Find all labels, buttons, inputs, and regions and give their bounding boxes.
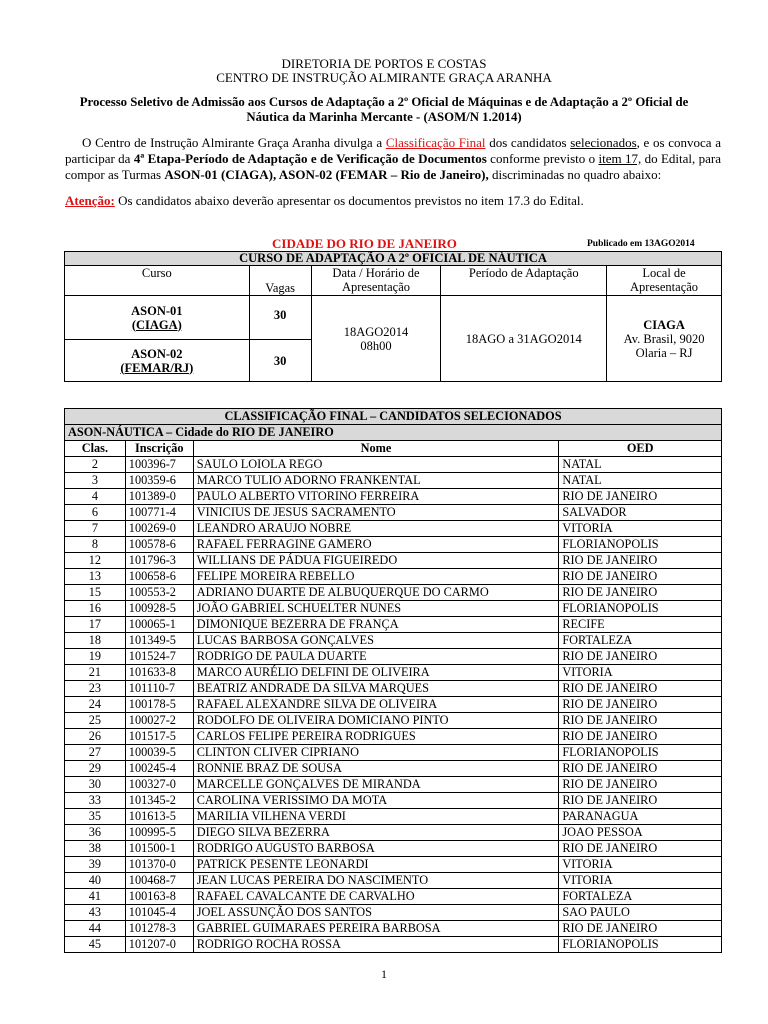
intro-text: do Edital, para compor as Turmas [65, 151, 722, 182]
course-code: ASON-01 [131, 303, 183, 318]
table-row [65, 649, 722, 665]
table-row [65, 873, 722, 889]
table-row [65, 457, 722, 473]
table-row [65, 761, 722, 777]
oed-cell: RIO DE JANEIRO [559, 729, 722, 745]
col-course-header: Curso [65, 266, 250, 296]
course-table-title: CURSO DE ADAPTAÇÃO A 2º OFICIAL DE NÁUTICA [65, 252, 722, 266]
registration-cell: 100065-1 [125, 617, 193, 633]
rank-cell: 3 [65, 473, 126, 489]
registration-cell: 100578-6 [125, 537, 193, 553]
table-row [65, 505, 722, 521]
registration-cell: 100468-7 [125, 873, 193, 889]
col-date-header: Data / Horário de Apresentação [311, 266, 441, 296]
rank-cell: 23 [65, 681, 126, 697]
rank-cell: 44 [65, 921, 126, 937]
course-code: ASON-02 [131, 346, 183, 361]
intro-text: , e os convoca a participar da [65, 135, 721, 166]
rank-cell: 16 [65, 601, 126, 617]
table-row [65, 665, 722, 681]
rank-cell: 8 [65, 537, 126, 553]
oed-cell: RIO DE JANEIRO [559, 921, 722, 937]
name-cell: ADRIANO DUARTE DE ALBUQUERQUE DO CARMO [193, 585, 559, 601]
oed-cell: RIO DE JANEIRO [559, 681, 722, 697]
registration-cell: 101345-2 [125, 793, 193, 809]
table-row [65, 857, 722, 873]
oed-cell: FORTALEZA [559, 889, 722, 905]
col-vagas-header: Vagas [249, 266, 311, 296]
name-cell: PATRICK PESENTE LEONARDI [193, 857, 559, 873]
oed-cell: NATAL [559, 473, 722, 489]
results-body [65, 457, 722, 953]
table-row [65, 473, 722, 489]
col-nome-header: Nome [193, 441, 559, 457]
table-row [65, 537, 722, 553]
rank-cell: 18 [65, 633, 126, 649]
rank-cell: 39 [65, 857, 126, 873]
oed-cell: VITORIA [559, 873, 722, 889]
name-cell: BEATRIZ ANDRADE DA SILVA MARQUES [193, 681, 559, 697]
intro-underlined: item 17, [598, 151, 642, 166]
registration-cell: 101633-8 [125, 665, 193, 681]
oed-cell: FLORIANOPOLIS [559, 745, 722, 761]
oed-cell: RIO DE JANEIRO [559, 713, 722, 729]
rank-cell: 4 [65, 489, 126, 505]
name-cell: CARLOS FELIPE PEREIRA RODRIGUES [193, 729, 559, 745]
registration-cell: 100396-7 [125, 457, 193, 473]
table-row [65, 521, 722, 537]
rank-cell: 38 [65, 841, 126, 857]
registration-cell: 100327-0 [125, 777, 193, 793]
col-oed-header: OED [559, 441, 722, 457]
name-cell: RAFAEL ALEXANDRE SILVA DE OLIVEIRA [193, 697, 559, 713]
name-cell: MARCO TULIO ADORNO FRANKENTAL [193, 473, 559, 489]
header-center: CENTRO DE INSTRUÇÃO ALMIRANTE GRAÇA ARANHA [216, 70, 552, 85]
table-row [65, 825, 722, 841]
name-cell: JEAN LUCAS PEREIRA DO NASCIMENTO [193, 873, 559, 889]
oed-cell: RECIFE [559, 617, 722, 633]
name-cell: JOÃO GABRIEL SCHUELTER NUNES [193, 601, 559, 617]
name-cell: MARILIA VILHENA VERDI [193, 809, 559, 825]
intro-paragraph [65, 135, 721, 183]
name-cell: MARCO AURÉLIO DELFINI DE OLIVEIRA [193, 665, 559, 681]
col-local-header: Local de Apresentação [607, 266, 722, 296]
rank-cell: 36 [65, 825, 126, 841]
table-row [65, 729, 722, 745]
table-row [65, 681, 722, 697]
oed-cell: FLORIANOPOLIS [559, 937, 722, 953]
rank-cell: 33 [65, 793, 126, 809]
oed-cell: PARANAGUA [559, 809, 722, 825]
rank-cell: 19 [65, 649, 126, 665]
rank-cell: 12 [65, 553, 126, 569]
rank-cell: 30 [65, 777, 126, 793]
intro-bold: ASON-01 (CIAGA), ASON-02 (FEMAR – Rio de Janeiro), [164, 167, 489, 182]
course-location: (CIAGA) [131, 317, 182, 332]
name-cell: CLINTON CLIVER CIPRIANO [193, 745, 559, 761]
city-title: CIDADE DO RIO DE JANEIRO [272, 236, 457, 251]
name-cell: RAFAEL FERRAGINE GAMERO [193, 537, 559, 553]
local-name: CIAGA [643, 317, 685, 332]
table-row [65, 569, 722, 585]
rank-cell: 45 [65, 937, 126, 953]
local-city: Olaria – RJ [635, 345, 693, 360]
rank-cell: 27 [65, 745, 126, 761]
registration-cell: 100245-4 [125, 761, 193, 777]
oed-cell: RIO DE JANEIRO [559, 585, 722, 601]
oed-cell: VITORIA [559, 665, 722, 681]
table-row [65, 937, 722, 953]
registration-cell: 100553-2 [125, 585, 193, 601]
oed-cell: VITORIA [559, 857, 722, 873]
time-value: 08h00 [360, 338, 392, 353]
name-cell: MARCELLE GONÇALVES DE MIRANDA [193, 777, 559, 793]
attention-label: Atenção: [65, 193, 115, 208]
registration-cell: 100771-4 [125, 505, 193, 521]
rank-cell: 41 [65, 889, 126, 905]
page-number: 1 [381, 967, 387, 981]
registration-cell: 101613-5 [125, 809, 193, 825]
presentation-local [607, 296, 722, 382]
process-title-line2: Náutica da Marinha Mercante - (ASOM/N 1.2014) [246, 110, 522, 124]
registration-cell: 101045-4 [125, 905, 193, 921]
oed-cell: FORTALEZA [559, 633, 722, 649]
registration-cell: 101370-0 [125, 857, 193, 873]
table-row [65, 585, 722, 601]
registration-cell: 100178-5 [125, 697, 193, 713]
name-cell: DIMONIQUE BEZERRA DE FRANÇA [193, 617, 559, 633]
table-row [65, 777, 722, 793]
oed-cell: FLORIANOPOLIS [559, 601, 722, 617]
table-row [65, 889, 722, 905]
vagas-ason01: 30 [249, 296, 311, 340]
table-row [65, 617, 722, 633]
rank-cell: 7 [65, 521, 126, 537]
registration-cell: 100928-5 [125, 601, 193, 617]
intro-underlined: selecionados [570, 135, 637, 150]
name-cell: SAULO LOIOLA REGO [193, 457, 559, 473]
oed-cell: RIO DE JANEIRO [559, 489, 722, 505]
oed-cell: SALVADOR [559, 505, 722, 521]
name-cell: RODRIGO AUGUSTO BARBOSA [193, 841, 559, 857]
oed-cell: NATAL [559, 457, 722, 473]
col-period-header: Período de Adaptação [441, 266, 607, 296]
presentation-date [311, 296, 441, 382]
course-ason01 [65, 296, 250, 340]
intro-text: discriminadas no quadro abaixo: [488, 167, 662, 182]
table-row [65, 553, 722, 569]
course-ason02 [65, 340, 250, 382]
name-cell: RONNIE BRAZ DE SOUSA [193, 761, 559, 777]
intro-bold: 4ª Etapa-Período de Adaptação e de Verificação de Documentos [133, 151, 487, 166]
name-cell: RODOLFO DE OLIVEIRA DOMICIANO PINTO [193, 713, 559, 729]
table-row [65, 713, 722, 729]
course-table [64, 251, 722, 382]
oed-cell: RIO DE JANEIRO [559, 569, 722, 585]
oed-cell: RIO DE JANEIRO [559, 553, 722, 569]
name-cell: PAULO ALBERTO VITORINO FERREIRA [193, 489, 559, 505]
rank-cell: 13 [65, 569, 126, 585]
registration-cell: 101207-0 [125, 937, 193, 953]
registration-cell: 101278-3 [125, 921, 193, 937]
table-row [65, 601, 722, 617]
attention-text: Os candidatos abaixo deverão apresentar os documentos previstos no item 17.3 do Edital. [114, 193, 584, 208]
table-row [65, 489, 722, 505]
rank-cell: 6 [65, 505, 126, 521]
col-inscricao-header: Inscrição [125, 441, 193, 457]
col-clas-header: Clas. [65, 441, 126, 457]
registration-cell: 101389-0 [125, 489, 193, 505]
vagas-ason02: 30 [249, 340, 311, 382]
table-row [65, 841, 722, 857]
oed-cell: RIO DE JANEIRO [559, 777, 722, 793]
registration-cell: 100359-6 [125, 473, 193, 489]
registration-cell: 101500-1 [125, 841, 193, 857]
table-row [65, 745, 722, 761]
registration-cell: 100027-2 [125, 713, 193, 729]
registration-cell: 101796-3 [125, 553, 193, 569]
table-row [65, 809, 722, 825]
table-row [65, 921, 722, 937]
rank-cell: 21 [65, 665, 126, 681]
local-address: Av. Brasil, 9020 [623, 331, 705, 346]
oed-cell: JOAO PESSOA [559, 825, 722, 841]
name-cell: WILLIANS DE PÁDUA FIGUEIREDO [193, 553, 559, 569]
rank-cell: 26 [65, 729, 126, 745]
table-row [65, 793, 722, 809]
name-cell: RODRIGO DE PAULA DUARTE [193, 649, 559, 665]
results-table [64, 408, 722, 953]
rank-cell: 43 [65, 905, 126, 921]
attention-note [65, 193, 721, 209]
registration-cell: 100269-0 [125, 521, 193, 537]
name-cell: RAFAEL CAVALCANTE DE CARVALHO [193, 889, 559, 905]
registration-cell: 101110-7 [125, 681, 193, 697]
oed-cell: VITORIA [559, 521, 722, 537]
results-title: CLASSIFICAÇÃO FINAL – CANDIDATOS SELECIONADOS [65, 409, 722, 425]
name-cell: RODRIGO ROCHA ROSSA [193, 937, 559, 953]
registration-cell: 101349-5 [125, 633, 193, 649]
rank-cell: 17 [65, 617, 126, 633]
results-subtitle: ASON-NÁUTICA – Cidade do RIO DE JANEIRO [65, 425, 722, 441]
intro-text: O Centro de Instrução Almirante Graça Aranha divulga a [82, 135, 386, 150]
oed-cell: RIO DE JANEIRO [559, 649, 722, 665]
name-cell: FELIPE MOREIRA REBELLO [193, 569, 559, 585]
registration-cell: 100658-6 [125, 569, 193, 585]
rank-cell: 24 [65, 697, 126, 713]
published-date: Publicado em 13AGO2014 [587, 239, 695, 249]
registration-cell: 100163-8 [125, 889, 193, 905]
rank-cell: 25 [65, 713, 126, 729]
table-row [65, 697, 722, 713]
name-cell: GABRIEL GUIMARAES PEREIRA BARBOSA [193, 921, 559, 937]
name-cell: LUCAS BARBOSA GONÇALVES [193, 633, 559, 649]
name-cell: VINICIUS DE JESUS SACRAMENTO [193, 505, 559, 521]
oed-cell: RIO DE JANEIRO [559, 761, 722, 777]
name-cell: LEANDRO ARAUJO NOBRE [193, 521, 559, 537]
header-directorate: DIRETORIA DE PORTOS E COSTAS [281, 56, 487, 71]
rank-cell: 15 [65, 585, 126, 601]
name-cell: DIEGO SILVA BEZERRA [193, 825, 559, 841]
oed-cell: RIO DE JANEIRO [559, 793, 722, 809]
registration-cell: 101524-7 [125, 649, 193, 665]
classification-link[interactable]: Classificação Final [385, 135, 486, 150]
rank-cell: 35 [65, 809, 126, 825]
name-cell: CAROLINA VERISSIMO DA MOTA [193, 793, 559, 809]
adaptation-period: 18AGO a 31AGO2014 [441, 296, 607, 382]
oed-cell: FLORIANOPOLIS [559, 537, 722, 553]
process-title-line1: Processo Seletivo de Admissão aos Cursos de Adaptação a 2º Oficial de Máquinas e de Adaptação a 2º Oficial de [79, 95, 689, 109]
oed-cell: RIO DE JANEIRO [559, 697, 722, 713]
registration-cell: 100039-5 [125, 745, 193, 761]
intro-text: dos candidatos [485, 135, 571, 150]
oed-cell: RIO DE JANEIRO [559, 841, 722, 857]
registration-cell: 101517-5 [125, 729, 193, 745]
table-row [65, 633, 722, 649]
intro-text: conforme previsto o [486, 151, 599, 166]
name-cell: JOEL ASSUNÇÃO DOS SANTOS [193, 905, 559, 921]
table-row [65, 905, 722, 921]
rank-cell: 40 [65, 873, 126, 889]
course-location: (FEMAR/RJ) [120, 360, 194, 375]
registration-cell: 100995-5 [125, 825, 193, 841]
oed-cell: SAO PAULO [559, 905, 722, 921]
rank-cell: 2 [65, 457, 126, 473]
rank-cell: 29 [65, 761, 126, 777]
date-value: 18AGO2014 [343, 324, 409, 339]
